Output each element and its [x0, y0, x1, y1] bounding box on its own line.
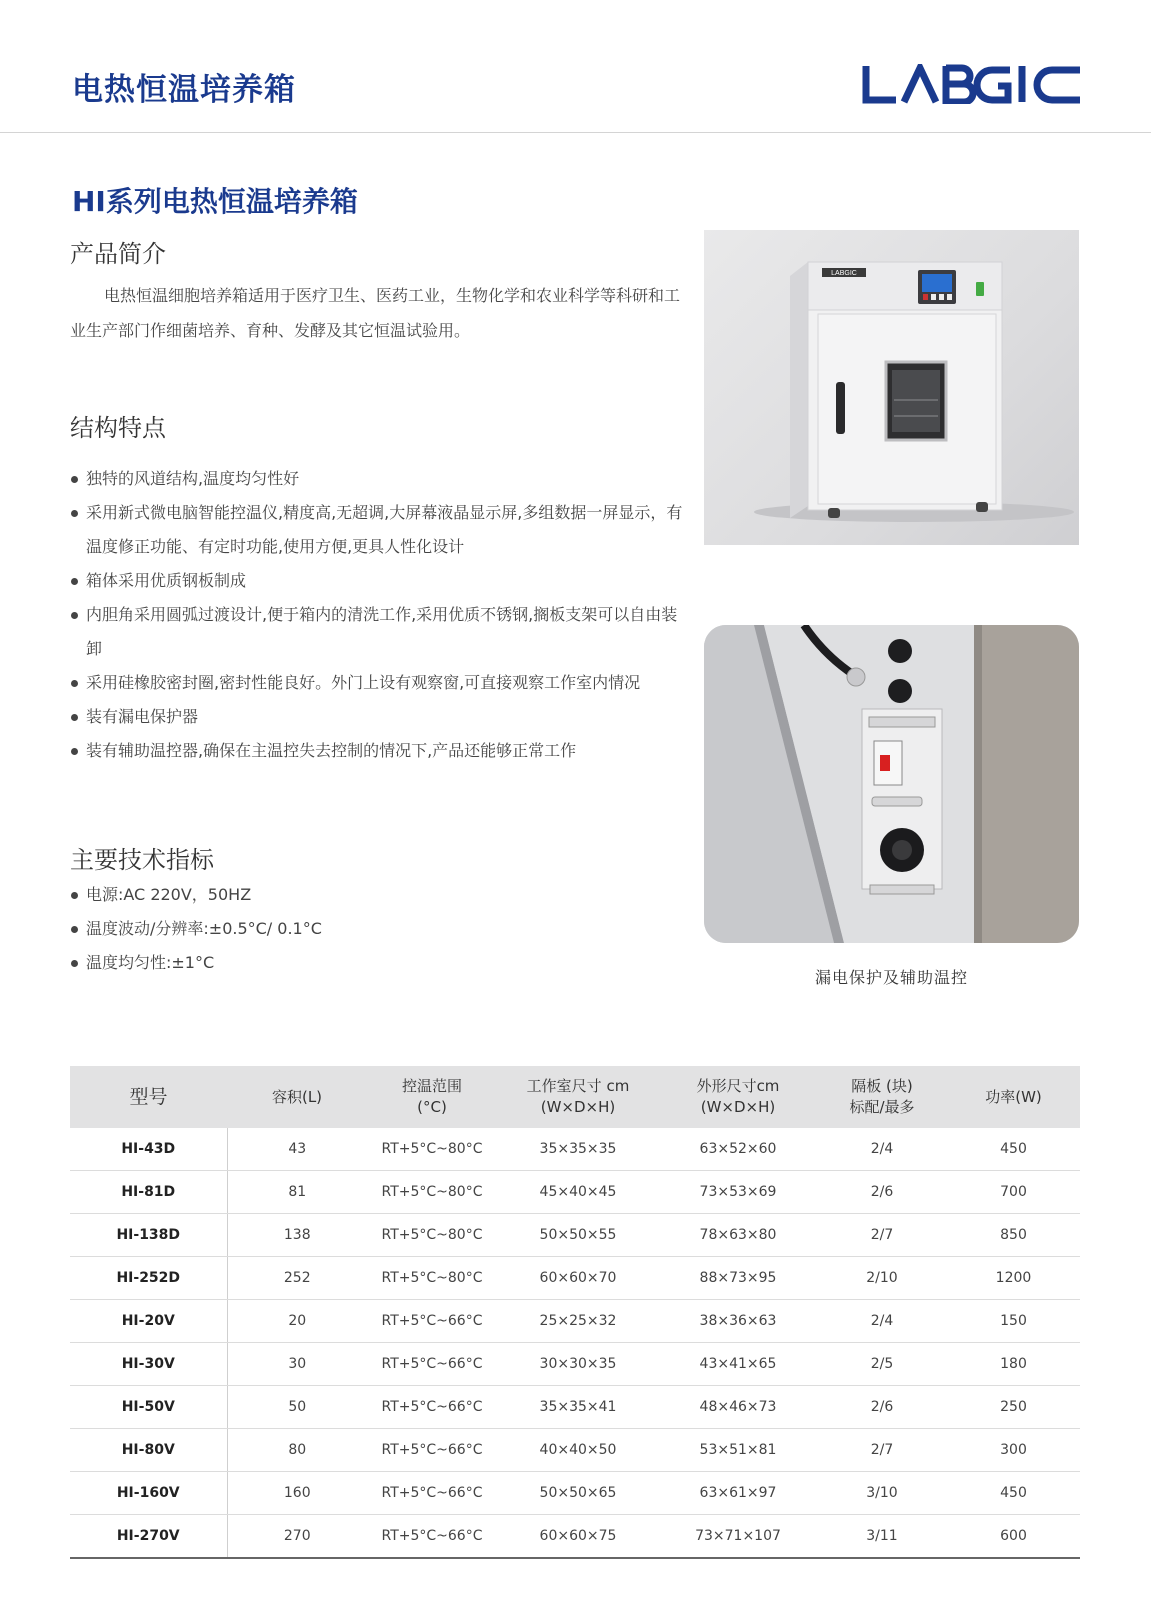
spec-item: 温度均匀性:±1°C	[70, 946, 690, 980]
col-header-model: 型号	[70, 1066, 227, 1128]
header-title: 电热恒温培养箱	[72, 72, 296, 108]
table-row: HI-20V 20 RT+5°C~66°C 25×25×32 38×36×63 2/4 150	[70, 1300, 1080, 1343]
labgic-logo	[862, 64, 1084, 104]
feature-item: 采用硅橡胶密封圈,密封性能良好。外门上设有观察窗,可直接观察工作室内情况	[70, 666, 690, 700]
table-row: HI-160V 160 RT+5°C~66°C 50×50×65 63×61×97 3/10 450	[70, 1472, 1080, 1515]
table-row: HI-270V 270 RT+5°C~66°C 60×60×75 73×71×107 3/11 600	[70, 1515, 1080, 1559]
intro-heading: 产品简介	[70, 240, 166, 268]
incubator-logo-text: LABGIC	[831, 270, 857, 277]
intro-text: 电热恒温细胞培养箱适用于医疗卫生、医药工业，生物化学和农业科学等科研和工业生产部门作细菌培养、育种、发酵及其它恒温试验用。	[70, 286, 681, 340]
photo-caption: 漏电保护及辅助温控	[814, 968, 968, 987]
specs-list	[70, 878, 690, 980]
incubator-illustration	[704, 230, 1079, 545]
table-row: HI-252D 252 RT+5°C~80°C 60×60×70 88×73×95 2/10 1200	[70, 1257, 1080, 1300]
feature-item: 独特的风道结构,温度均匀性好	[70, 462, 690, 496]
table-row: HI-30V 30 RT+5°C~66°C 30×30×35 43×41×65 2/5 180	[70, 1343, 1080, 1386]
feature-item: 装有辅助温控器,确保在主温控失去控制的情况下,产品还能够正常工作	[70, 734, 690, 768]
spec-table	[70, 1066, 1080, 1559]
leakage-protection-illustration	[704, 625, 1079, 943]
table-row: HI-81D 81 RT+5°C~80°C 45×40×45 73×53×69 2/6 700	[70, 1171, 1080, 1214]
features-heading: 结构特点	[70, 414, 166, 442]
features-list	[70, 462, 690, 768]
col-header-power: 功率(W)	[947, 1066, 1080, 1128]
feature-item: 装有漏电保护器	[70, 700, 690, 734]
table-row: HI-138D 138 RT+5°C~80°C 50×50×55 78×63×80 2/7 850	[70, 1214, 1080, 1257]
feature-item: 箱体采用优质钢板制成	[70, 564, 690, 598]
series-title: HI系列电热恒温培养箱	[72, 185, 358, 218]
spec-item: 电源:AC 220V，50HZ	[70, 878, 690, 912]
col-header-shelves: 隔板 (块) 标配/最多	[817, 1066, 947, 1128]
table-row: HI-43D 43 RT+5°C~80°C 35×35×35 63×52×60 2/4 450	[70, 1128, 1080, 1171]
leakage-protection-photo	[704, 625, 1079, 943]
table-row: HI-50V 50 RT+5°C~66°C 35×35×41 48×46×73 2/6 250	[70, 1386, 1080, 1429]
col-header-volume: 容积(L)	[227, 1066, 367, 1128]
feature-item: 采用新式微电脑智能控温仪,精度高,无超调,大屏幕液晶显示屏,多组数据一屏显示，有温度修正功能、有定时功能,使用方便,更具人性化设计	[70, 496, 690, 564]
table-row: HI-80V 80 RT+5°C~66°C 40×40×50 53×51×81 2/7 300	[70, 1429, 1080, 1472]
feature-item: 内胆角采用圆弧过渡设计,便于箱内的清洗工作,采用优质不锈钢,搁板支架可以自由装卸	[70, 598, 690, 666]
table-header-row	[70, 1066, 1080, 1128]
incubator-photo	[704, 230, 1079, 545]
spec-item: 温度波动/分辨率:±0.5°C/ 0.1°C	[70, 912, 690, 946]
col-header-outer-size: 外形尺寸cm (W×D×H)	[659, 1066, 817, 1128]
col-header-temp-range: 控温范围 (°C)	[367, 1066, 497, 1128]
col-header-chamber-size: 工作室尺寸 cm (W×D×H)	[497, 1066, 659, 1128]
specs-heading: 主要技术指标	[70, 846, 214, 874]
page-header	[0, 0, 1151, 133]
